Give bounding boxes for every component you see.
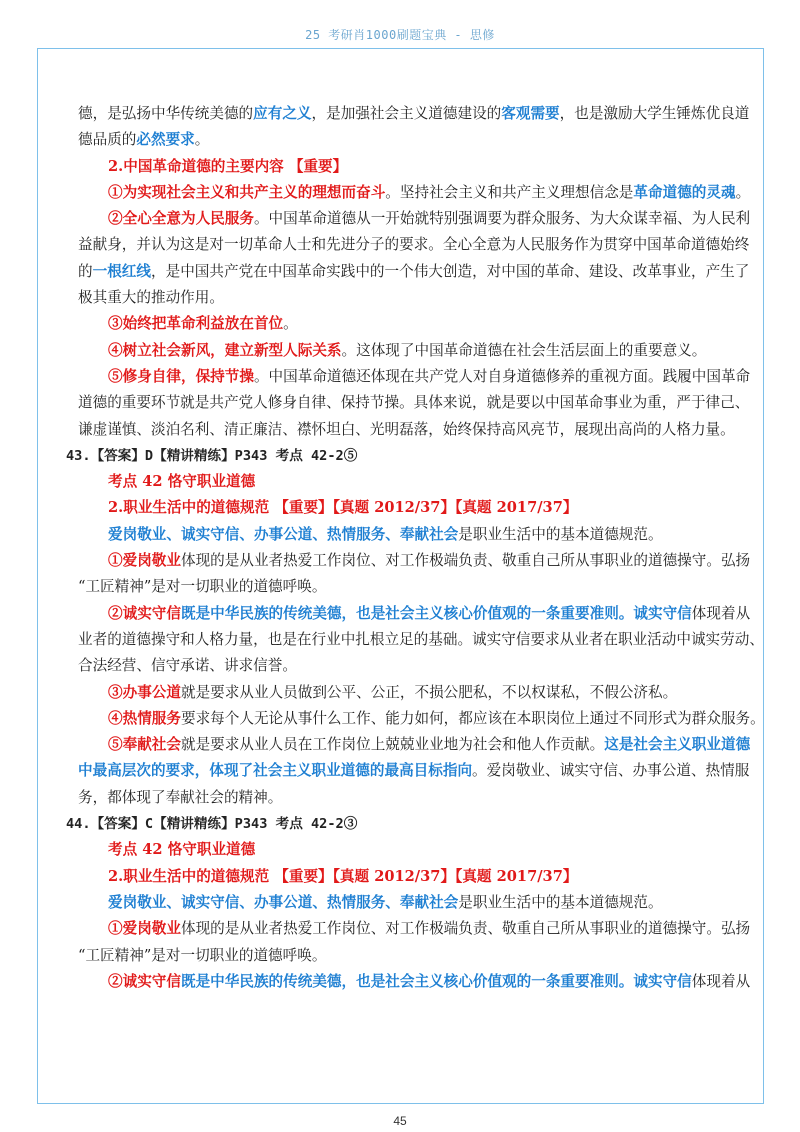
text-line [78, 206, 751, 232]
text-line [66, 443, 726, 469]
text-line [78, 943, 726, 969]
body-text: ，是加强社会主义道德建设的 [311, 105, 502, 122]
emphasis-red: 2.职业生活中的道德规范 【重要】【真题 2012/37】【真题 2017/37】 [108, 867, 578, 885]
text-line [78, 338, 726, 364]
text-line [78, 127, 726, 153]
emphasis-red: ③始终把革命利益放在首位 [108, 315, 284, 333]
emphasis-red: ⑤修身自律，保持节操 [108, 367, 254, 385]
text-line [78, 390, 750, 416]
body-text: 的 [78, 262, 93, 280]
text-line [78, 890, 726, 916]
text-line [78, 706, 765, 732]
page-header: 25 考研肖1000刷题宝典 - 思修 [305, 28, 495, 42]
text-line [78, 969, 751, 995]
body-text: 。坚持社会主义和共产主义理想信念是 [385, 183, 634, 201]
emphasis-blue: 这是社会主义职业道德 [604, 736, 751, 754]
emphasis-blue: 革命道德的灵魂 [633, 183, 736, 201]
text-line [78, 180, 751, 206]
emphasis-blue: 客观需要 [501, 105, 560, 122]
emphasis-red: ④树立社会新风，建立新型人际关系 [108, 341, 342, 359]
text-line [78, 311, 726, 337]
text-line [78, 469, 726, 495]
body-text: 。中国革命道德还体现在共产党人对自身道德修养的重视方面。践履中国革命 [253, 367, 751, 385]
text-line [66, 811, 726, 837]
page-number: 45 [393, 1114, 407, 1128]
emphasis-blue: 既是中华民族的传统美德，也是社会主义核心价值观的一条重要准则。诚实守信 [180, 604, 692, 622]
text-line [78, 232, 750, 258]
body-text: 体现着从 [691, 972, 751, 990]
emphasis-red: ②全心全意为人民服务 [108, 210, 254, 228]
emphasis-red: 2.职业生活中的道德规范 【重要】【真题 2012/37】【真题 2017/37】 [108, 499, 578, 517]
emphasis-red: 2.中国革命道德的主要内容 【重要】 [108, 157, 348, 175]
text-line [78, 259, 750, 285]
body-text: 。 [283, 315, 298, 333]
body-text: 体现的是从业者热爱工作岗位、对工作极端负责、敬重自己所从事职业的道德操守。弘扬 [180, 920, 751, 938]
body-text: 业者的道德操守和人格力量，也是在行业中扎根立足的基础。诚实守信要求从业者在职业活动中诚实劳动、 [78, 630, 764, 648]
text-line [78, 680, 726, 706]
text-line [78, 864, 726, 890]
text-line [78, 758, 750, 784]
emphasis-red: ④热情服务 [108, 709, 181, 727]
emphasis-blue: 爱岗敬业、诚实守信、办事公道、热情服务、奉献社会 [108, 525, 459, 543]
emphasis-red: ①为实现社会主义和共产主义的理想而奋斗 [108, 183, 386, 201]
text-line [78, 837, 726, 863]
text-line [78, 601, 751, 627]
body-text: 。中国革命道德从一开始就特别强调要为群众服务、为大众谋幸福、为人民利 [253, 210, 751, 228]
body-text: 要求每个人无论从事什么工作、能力如何，都应该在本职岗位上通过不同形式为群众服务。 [180, 709, 765, 727]
text-line [78, 732, 751, 758]
body-text: 。爱岗敬业、诚实守信、办事公道、热情服 [472, 762, 750, 780]
answer-heading: 44.【答案】C【精讲精练】P343 考点 42-2③ [66, 816, 358, 833]
emphasis-red: 考点 42 恪守职业道德 [108, 841, 256, 859]
body-text: 。这体现了中国革命道德在社会生活层面上的重要意义。 [341, 341, 707, 359]
body-text: 体现着从 [691, 604, 751, 622]
body-text: 就是要求从业人员做到公平、公正，不损公肥私，不以权谋私，不假公济私。 [180, 683, 678, 701]
text-line [78, 785, 726, 811]
body-text: 就是要求从业人员在工作岗位上兢兢业业地为社会和他人作贡献。 [180, 736, 605, 754]
text-line [78, 548, 751, 574]
text-line [78, 653, 726, 679]
text-line [78, 154, 726, 180]
body-text: 是职业生活中的基本道德规范。 [458, 525, 663, 543]
body-text: 德品质的 [78, 131, 137, 149]
answer-heading: 43.【答案】D【精讲精练】P343 考点 42-2⑤ [66, 447, 358, 464]
emphasis-blue: 一根红线 [92, 262, 151, 280]
text-line [78, 285, 726, 311]
text-line [78, 522, 726, 548]
text-line [78, 364, 751, 390]
body-text: ，也是激励大学生锤炼优良道 [559, 105, 750, 122]
emphasis-blue: 既是中华民族的传统美德，也是社会主义核心价值观的一条重要准则。诚实守信 [180, 972, 692, 990]
emphasis-red: ②诚实守信 [108, 972, 181, 990]
body-text: “工匠精神”是对一切职业的道德呼唤。 [78, 578, 327, 596]
body-text: 谦虚谨慎、淡泊名利、清正廉洁、襟怀坦白、光明磊落，始终保持高风亮节，展现出高尚的人格力量。 [78, 420, 735, 438]
text-line [78, 417, 735, 443]
body-text: 是职业生活中的基本道德规范。 [458, 893, 663, 911]
emphasis-red: 考点 42 恪守职业道德 [108, 473, 256, 491]
body-text: ，是中国共产党在中国革命实践中的一个伟大创造，对中国的革命、建设、改革事业，产生了 [151, 262, 750, 280]
emphasis-blue: 爱岗敬业、诚实守信、办事公道、热情服务、奉献社会 [108, 893, 459, 911]
body-text: 道德的重要环节就是共产党人修身自律、保持节操。具体来说，就是要以中国革命事业为重，严于律己、 [78, 394, 750, 412]
body-text: “工匠精神”是对一切职业的道德呼唤。 [78, 946, 327, 964]
body-text: 。 [194, 131, 210, 149]
body-text: 体现的是从业者热爱工作岗位、对工作极端负责、敬重自己所从事职业的道德操守。弘扬 [180, 552, 751, 570]
emphasis-red: ①爱岗敬业 [108, 920, 181, 938]
emphasis-blue: 必然要求 [136, 131, 195, 149]
body-text: 德，是弘扬中华传统美德的 [78, 105, 254, 122]
body-text: 合法经营、信守承诺、讲求信誉。 [78, 657, 297, 675]
body-text: 益献身，并认为这是对一切革命人士和先进分子的要求。全心全意为人民服务作为贯穿中国革命道德始终 [78, 236, 750, 254]
body-text: 极其重大的推动作用。 [78, 289, 224, 307]
document-body [66, 101, 765, 995]
emphasis-blue: 应有之义 [253, 105, 312, 122]
text-line [78, 627, 764, 653]
text-line [78, 916, 751, 942]
text-line [78, 495, 726, 521]
emphasis-red: ⑤奉献社会 [108, 736, 181, 754]
body-text: 务，都体现了奉献社会的精神。 [78, 788, 283, 806]
body-text: 。 [735, 183, 751, 201]
emphasis-blue: 中最高层次的要求，体现了社会主义职业道德的最高目标指向 [78, 762, 473, 780]
text-line [78, 574, 726, 600]
emphasis-red: ①爱岗敬业 [108, 552, 181, 570]
emphasis-red: ②诚实守信 [108, 604, 181, 622]
emphasis-red: ③办事公道 [108, 683, 181, 701]
text-line [78, 101, 750, 127]
